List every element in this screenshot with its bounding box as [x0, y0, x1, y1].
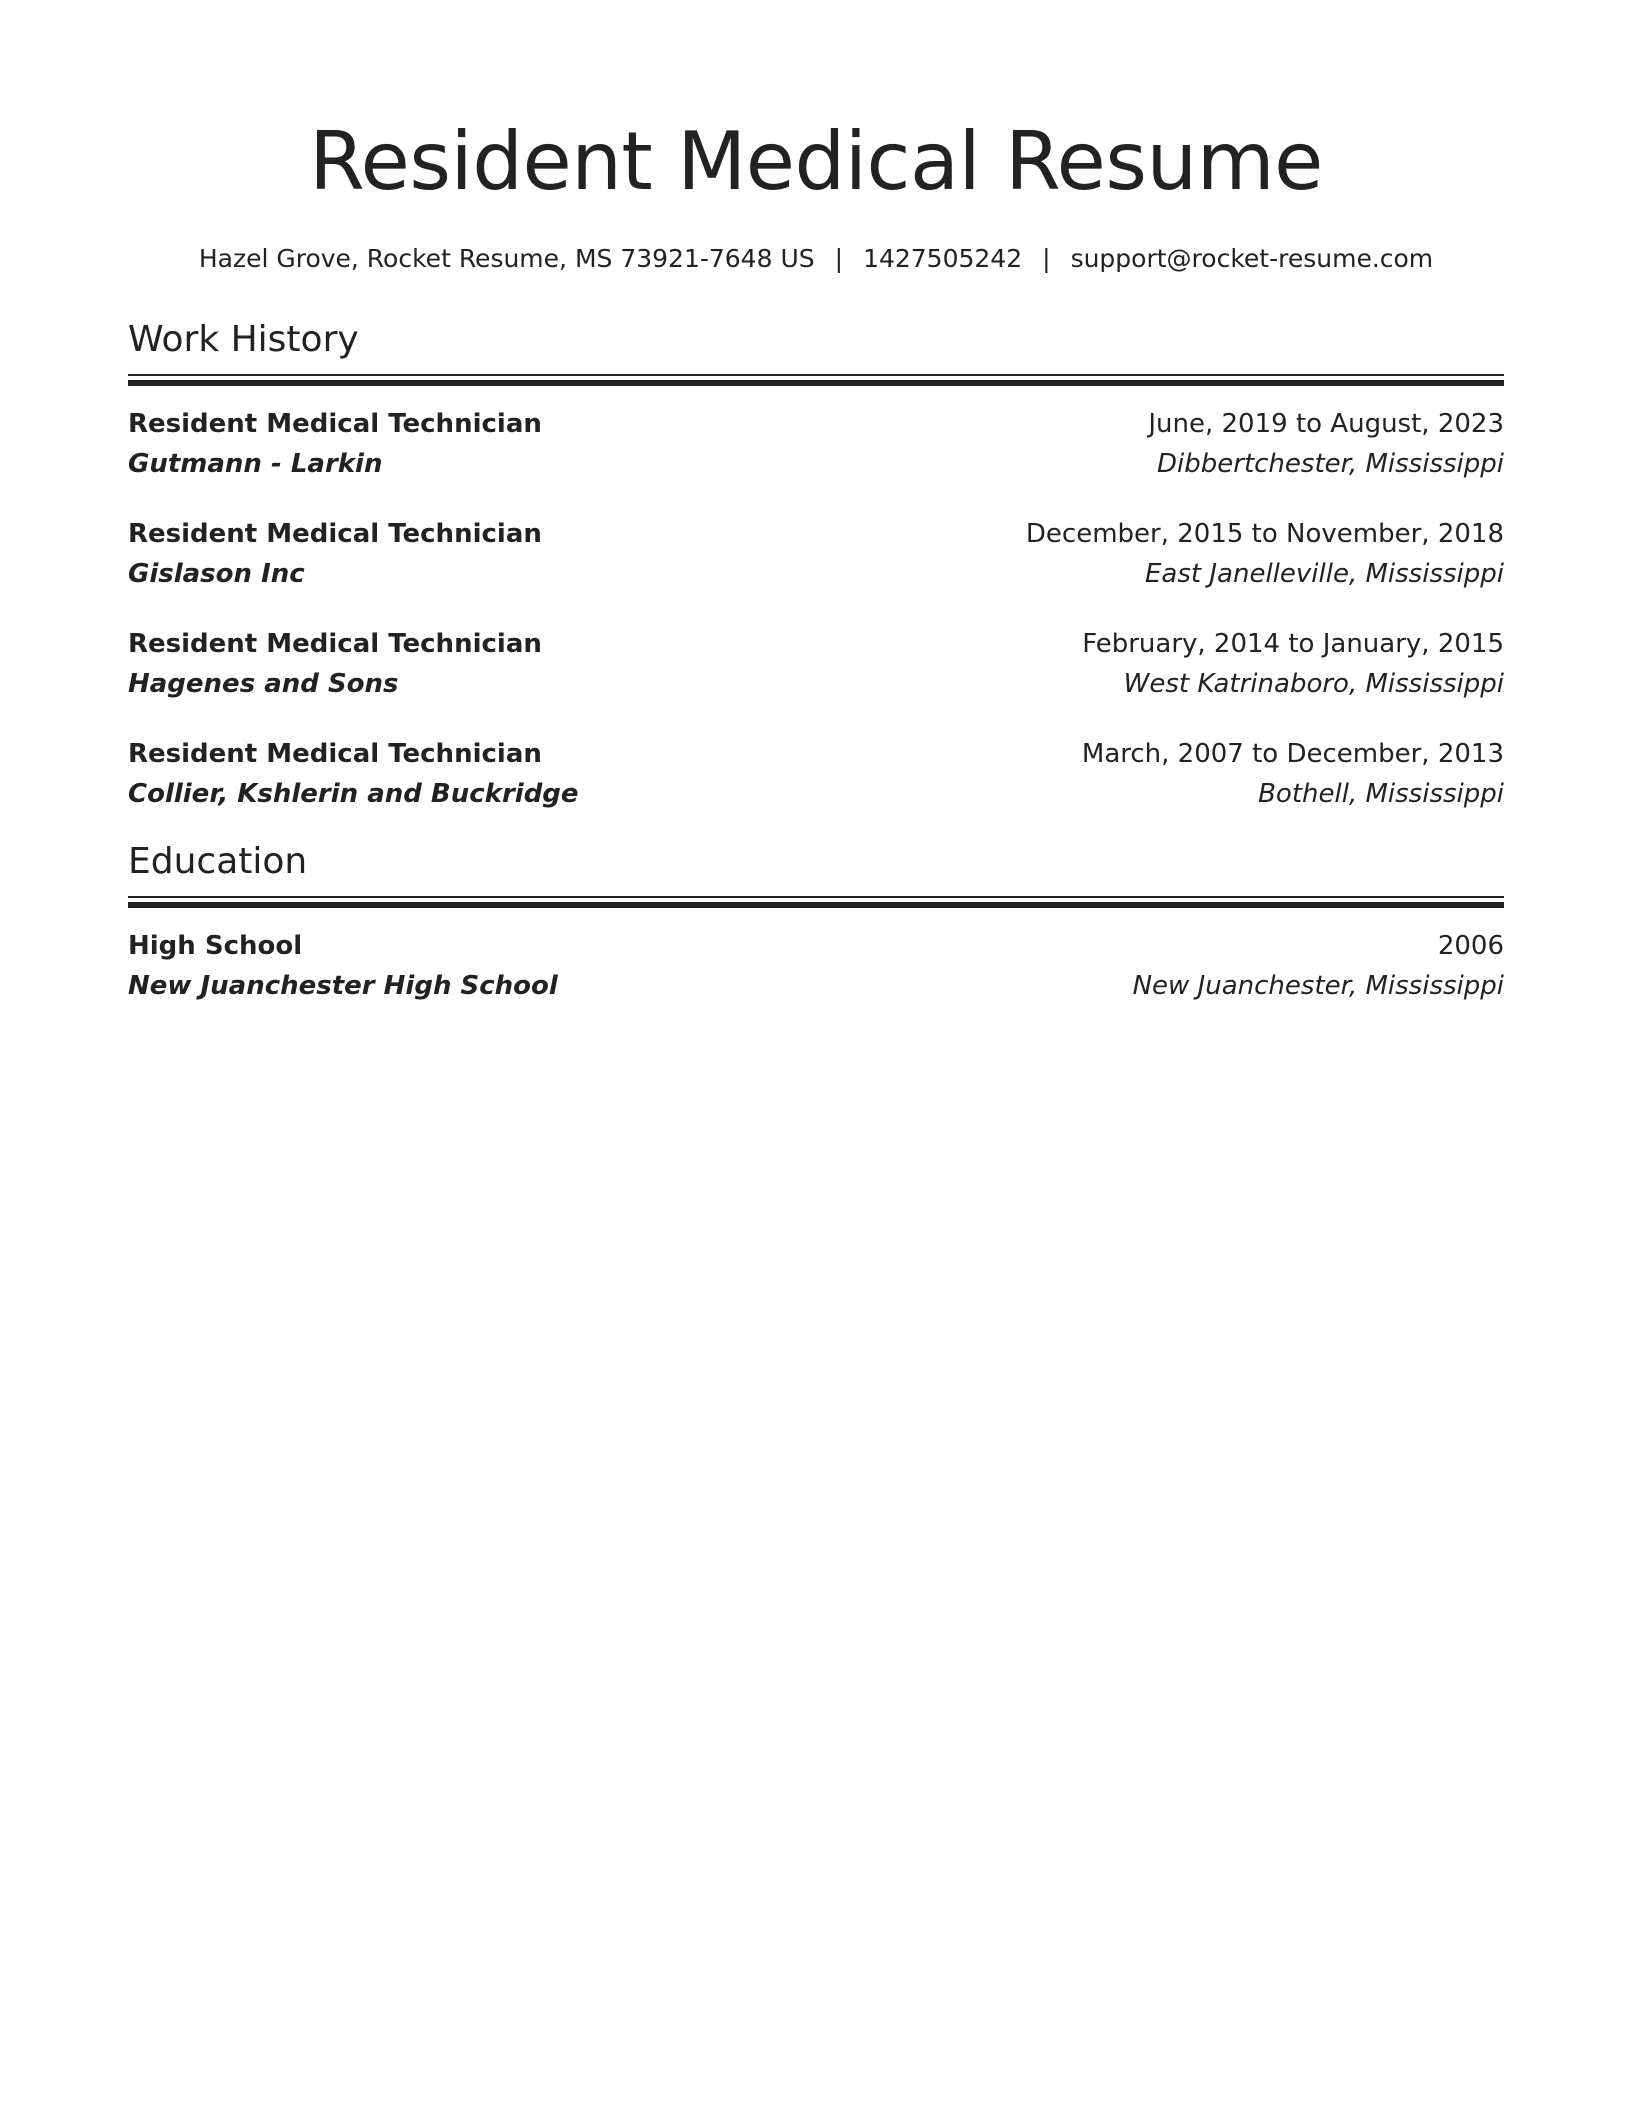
contact-address: Hazel Grove, Rocket Resume, MS 73921-7648 US [198, 244, 815, 273]
school-name: New Juanchester High School [128, 971, 558, 1001]
job-title: Resident Medical Technician [128, 739, 542, 769]
work-history-section [128, 318, 1504, 814]
company-name: Hagenes and Sons [128, 669, 399, 699]
job-location: Bothell, Mississippi [1258, 779, 1504, 809]
section-divider [128, 896, 1504, 908]
section-heading-education: Education [128, 841, 308, 882]
contact-email: support@rocket-resume.com [1070, 244, 1434, 273]
education-list [128, 926, 1504, 1006]
work-entry [128, 624, 1504, 704]
work-entry [128, 734, 1504, 814]
job-title: Resident Medical Technician [128, 629, 542, 659]
job-location: West Katrinaboro, Mississippi [1123, 669, 1504, 699]
company-name: Gutmann - Larkin [128, 449, 383, 479]
contact-phone: 1427505242 [863, 244, 1023, 273]
contact-line [128, 242, 1504, 276]
graduation-year: 2006 [1437, 931, 1504, 961]
section-divider [128, 374, 1504, 386]
job-title: Resident Medical Technician [128, 409, 542, 439]
degree-name: High School [128, 931, 303, 961]
education-entry [128, 926, 1504, 1006]
job-location: East Janelleville, Mississippi [1145, 559, 1504, 589]
school-location: New Juanchester, Mississippi [1132, 971, 1504, 1001]
job-dates: December, 2015 to November, 2018 [1025, 519, 1504, 549]
job-dates: February, 2014 to January, 2015 [1082, 629, 1504, 659]
company-name: Gislason Inc [128, 559, 305, 589]
job-dates: June, 2019 to August, 2023 [1148, 409, 1504, 439]
section-heading-work-history: Work History [128, 319, 359, 360]
education-section [128, 840, 1504, 1006]
contact-separator: | [834, 244, 844, 273]
work-entry [128, 514, 1504, 594]
resume-title: Resident Medical Resume [309, 115, 1323, 208]
job-location: Dibbertchester, Mississippi [1157, 449, 1504, 479]
work-entry [128, 404, 1504, 484]
work-history-list [128, 404, 1504, 814]
company-name: Collier, Kshlerin and Buckridge [128, 779, 579, 809]
job-dates: March, 2007 to December, 2013 [1081, 739, 1504, 769]
resume-page [128, 0, 1504, 1006]
contact-separator: | [1042, 244, 1051, 273]
job-title: Resident Medical Technician [128, 519, 542, 549]
